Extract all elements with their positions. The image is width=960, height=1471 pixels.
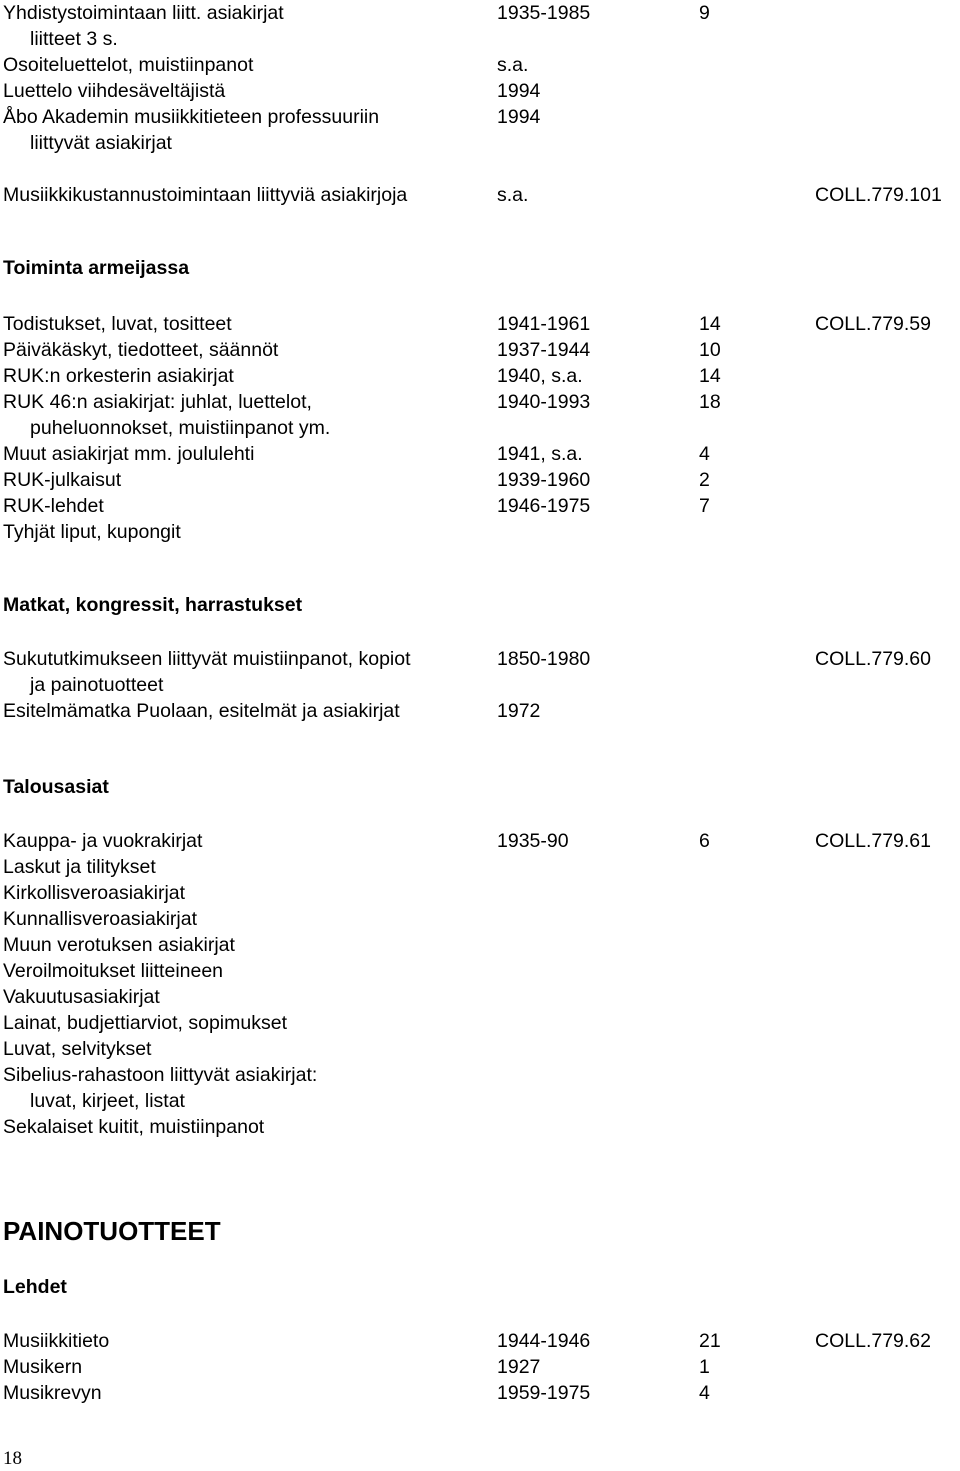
item-years: 1850-1980: [497, 648, 591, 670]
item-count: 21: [699, 1330, 721, 1352]
list-item: [0, 932, 960, 958]
item-years: 1994: [497, 106, 541, 128]
list-item: [0, 182, 960, 208]
item-title: Luettelo viihdesäveltäjistä: [3, 80, 226, 102]
item-years: s.a.: [497, 54, 529, 76]
item-count: 14: [699, 313, 721, 335]
item-title: Sibelius-rahastoon liittyvät asiakirjat:: [3, 1064, 318, 1086]
heading-talousasiat: Talousasiat: [3, 776, 109, 798]
list-item: [0, 1354, 960, 1380]
item-title: Sekalaiset kuitit, muistiinpanot: [3, 1116, 265, 1138]
item-title: Päiväkäskyt, tiedotteet, säännöt: [3, 339, 279, 361]
item-collection-code: COLL.779.61: [815, 830, 932, 852]
list-item: [0, 1380, 960, 1406]
item-title: Osoiteluettelot, muistiinpanot: [3, 54, 254, 76]
item-years: 1959-1975: [497, 1382, 591, 1404]
list-item: [0, 415, 960, 441]
item-title: Kirkollisveroasiakirjat: [3, 882, 186, 904]
item-years: 1940, s.a.: [497, 365, 583, 387]
item-title: ja painotuotteet: [30, 674, 164, 696]
item-years: 1946-1975: [497, 495, 591, 517]
heading-toiminta-armeijassa: Toiminta armeijassa: [3, 257, 190, 279]
item-title: Lainat, budjettiarviot, sopimukset: [3, 1012, 287, 1034]
list-item: [0, 1062, 960, 1088]
list-item: [0, 52, 960, 78]
list-item: [0, 493, 960, 519]
item-title: Kunnallisveroasiakirjat: [3, 908, 198, 930]
item-count: 1: [699, 1356, 710, 1378]
item-years: 1944-1946: [497, 1330, 591, 1352]
item-count: 10: [699, 339, 721, 361]
item-title: Esitelmämatka Puolaan, esitelmät ja asiakirjat: [3, 700, 400, 722]
item-title: Musiikkitieto: [3, 1330, 110, 1352]
list-item: [0, 1328, 960, 1354]
list-item: [0, 880, 960, 906]
item-count: 2: [699, 469, 710, 491]
item-title: Tyhjät liput, kupongit: [3, 521, 181, 543]
list-item: [0, 467, 960, 493]
item-years: 1941, s.a.: [497, 443, 583, 465]
list-item: [0, 363, 960, 389]
list-item: [0, 672, 960, 698]
list-item: [0, 441, 960, 467]
list-item: [0, 1010, 960, 1036]
item-years: 1937-1944: [497, 339, 591, 361]
item-count: 6: [699, 830, 710, 852]
item-title: RUK-julkaisut: [3, 469, 122, 491]
item-years: 1939-1960: [497, 469, 591, 491]
list-item: [0, 828, 960, 854]
list-item: [0, 1114, 960, 1140]
item-title: Veroilmoitukset liitteineen: [3, 960, 224, 982]
item-title: Musikrevyn: [3, 1382, 102, 1404]
item-title: Vakuutusasiakirjat: [3, 986, 160, 1008]
heading-matkat: Matkat, kongressit, harrastukset: [3, 594, 303, 616]
list-item: [0, 130, 960, 156]
item-title: Todistukset, luvat, tositteet: [3, 313, 232, 335]
item-count: 7: [699, 495, 710, 517]
page-number: 18: [3, 1448, 22, 1469]
list-item: [0, 26, 960, 52]
list-item: [0, 104, 960, 130]
list-item: [0, 1036, 960, 1062]
item-count: 18: [699, 391, 721, 413]
item-collection-code: COLL.779.62: [815, 1330, 932, 1352]
list-item: [0, 1088, 960, 1114]
item-years: 1994: [497, 80, 541, 102]
item-years: 1972: [497, 700, 541, 722]
list-item: [0, 0, 960, 26]
item-title: Musiikkikustannustoimintaan liittyviä asiakirjoja: [3, 184, 408, 206]
item-title: Kauppa- ja vuokrakirjat: [3, 830, 203, 852]
item-years: 1935-90: [497, 830, 569, 852]
item-title: Muut asiakirjat mm. joululehti: [3, 443, 255, 465]
heading-lehdet: Lehdet: [3, 1276, 67, 1298]
item-title: Laskut ja tilitykset: [3, 856, 156, 878]
item-title: liitteet 3 s.: [30, 28, 118, 50]
list-item: [0, 78, 960, 104]
item-title: Yhdistystoimintaan liitt. asiakirjat: [3, 2, 284, 24]
item-years: 1941-1961: [497, 313, 591, 335]
list-item: [0, 337, 960, 363]
item-title: Musikern: [3, 1356, 83, 1378]
list-item: [0, 519, 960, 545]
item-collection-code: COLL.779.59: [815, 313, 932, 335]
item-count: 4: [699, 443, 710, 465]
heading-painotuotteet: PAINOTUOTTEET: [3, 1216, 221, 1246]
item-years: s.a.: [497, 184, 529, 206]
item-title: RUK:n orkesterin asiakirjat: [3, 365, 234, 387]
item-years: 1927: [497, 1356, 541, 1378]
item-title: luvat, kirjeet, listat: [30, 1090, 185, 1112]
item-title: liittyvät asiakirjat: [30, 132, 172, 154]
item-collection-code: COLL.779.101: [815, 184, 942, 206]
list-item: [0, 984, 960, 1010]
item-title: RUK 46:n asiakirjat: juhlat, luettelot,: [3, 391, 312, 413]
item-count: 9: [699, 2, 710, 24]
list-item: [0, 311, 960, 337]
item-years: 1940-1993: [497, 391, 591, 413]
item-title: Sukututkimukseen liittyvät muistiinpanot, kopiot: [3, 648, 411, 670]
item-title: puheluonnokset, muistiinpanot ym.: [30, 417, 331, 439]
item-title: Åbo Akademin musiikkitieteen professuuriin: [3, 106, 380, 128]
item-count: 4: [699, 1382, 710, 1404]
list-item: [0, 854, 960, 880]
item-title: Luvat, selvitykset: [3, 1038, 152, 1060]
list-item: [0, 698, 960, 724]
list-item: [0, 906, 960, 932]
item-title: RUK-lehdet: [3, 495, 104, 517]
list-item: [0, 389, 960, 415]
item-count: 14: [699, 365, 721, 387]
item-years: 1935-1985: [497, 2, 591, 24]
list-item: [0, 958, 960, 984]
item-title: Muun verotuksen asiakirjat: [3, 934, 235, 956]
item-collection-code: COLL.779.60: [815, 648, 932, 670]
list-item: [0, 646, 960, 672]
